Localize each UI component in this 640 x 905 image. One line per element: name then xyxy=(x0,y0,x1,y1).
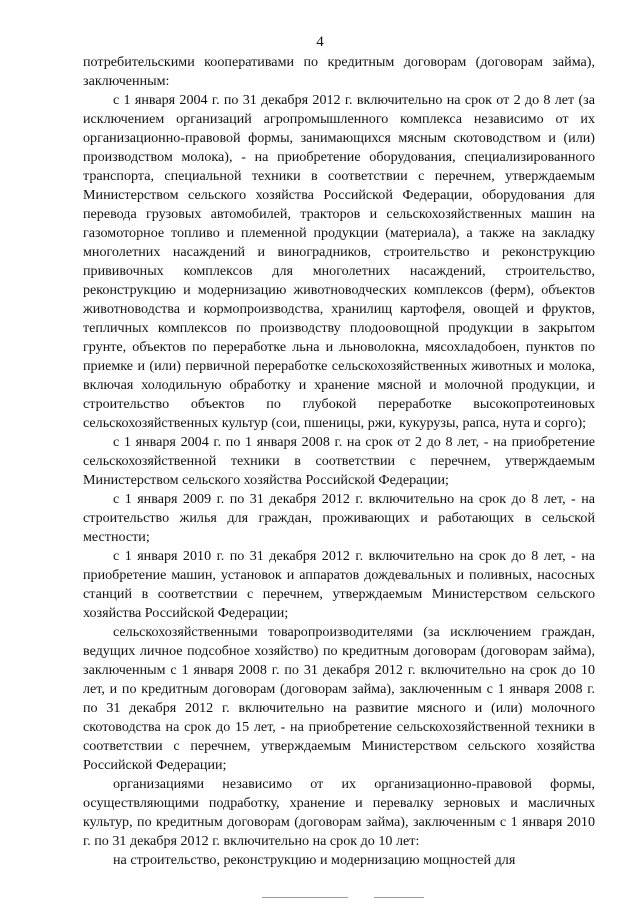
paragraph: на строительство, реконструкцию и модернизацию мощностей для xyxy=(113,852,516,868)
page-number: 4 xyxy=(316,34,324,50)
footer-rule xyxy=(374,897,424,898)
paragraph: с 1 января 2004 г. по 1 января 2008 г. на срок от 2 до 8 лет, - на приобретение сельскохозяйственной техники в соответствии с перечнем, утверждаемым Министерством сельского хозяйства Российской Федерации; xyxy=(83,434,595,488)
paragraph: организациями независимо от их организационно-правовой формы, осуществляющими подработку, хранение и перевалку зерновых и масличных культур, по кредитным договорам (договорам займа), заключенным с 1 января 2010 г. по 31 декабря 2012 г. включительно на срок до 10 лет: xyxy=(83,776,595,849)
footer-rule xyxy=(262,897,348,898)
paragraph: с 1 января 2004 г. по 31 декабря 2012 г. включительно на срок от 2 до 8 лет (за исключением организаций агропромышленного комплекса независимо от их организационно-правовой формы, занимающихся мясным скотоводством и (или) производством молока), - на приобретение оборудования, специализированного транспорта, специальной техники в соответствии с перечнем, утверждаемым Министерством сельского хозяйства Российской Федерации, оборудования для перевода грузовых автомобилей, тракторов и сельскохозяйственных машин на газомоторное топливо и племенной продукции (материала), а также на закладку многолетних насаждений и виноградников, строительство и реконструкцию прививочных комплексов для многолетних насаждений, строительство, реконструкцию и модернизацию животноводческих комплексов (ферм), объектов животноводства и кормопроизводства, хранилищ картофеля, овощей и фруктов, тепличных комплексов по производству плодоовощной продукции в закрытом грунте, объектов по переработке льна и льноволокна, мясохладобоен, пунктов по приемке и (или) первичной переработке сельскохозяйственных животных и молока, включая холодильную обработку и хранение мясной и молочной продукции, и строительство объектов по глубокой переработке высокопротеиновых сельскохозяйственных культур (сои, пшеницы, ржи, кукурузы, рапса, нута и сорго); xyxy=(83,92,595,431)
document-body xyxy=(83,53,595,870)
paragraph: с 1 января 2010 г. по 31 декабря 2012 г. включительно на срок до 8 лет, - на приобретение машин, установок и аппаратов дождевальных и поливных, насосных станций в соответствии с перечнем, утверждаемым Министерством сельского хозяйства Российской Федерации; xyxy=(83,548,595,621)
paragraph: сельскохозяйственными товаропроизводителями (за исключением граждан, ведущих личное подсобное хозяйство) по кредитным договорам (договорам займа), заключенным с 1 января 2008 г. по 31 декабря 2012 г. включительно на срок до 10 лет, и по кредитным договорам (договорам займа), заключенным с 1 января 2008 г. по 31 декабря 2012 г. включительно на развитие мясного и (или) молочного скотоводства на срок до 15 лет, - на приобретение сельскохозяйственной техники в соответствии с перечнем, утверждаемым Министерством сельского хозяйства Российской Федерации; xyxy=(83,624,595,773)
paragraph: с 1 января 2009 г. по 31 декабря 2012 г. включительно на срок до 8 лет, - на строительство жилья для граждан, проживающих и работающих в сельской местности; xyxy=(83,491,595,545)
paragraph: потребительскими кооперативами по кредитным договорам (договорам займа), заключенным: xyxy=(83,54,595,89)
